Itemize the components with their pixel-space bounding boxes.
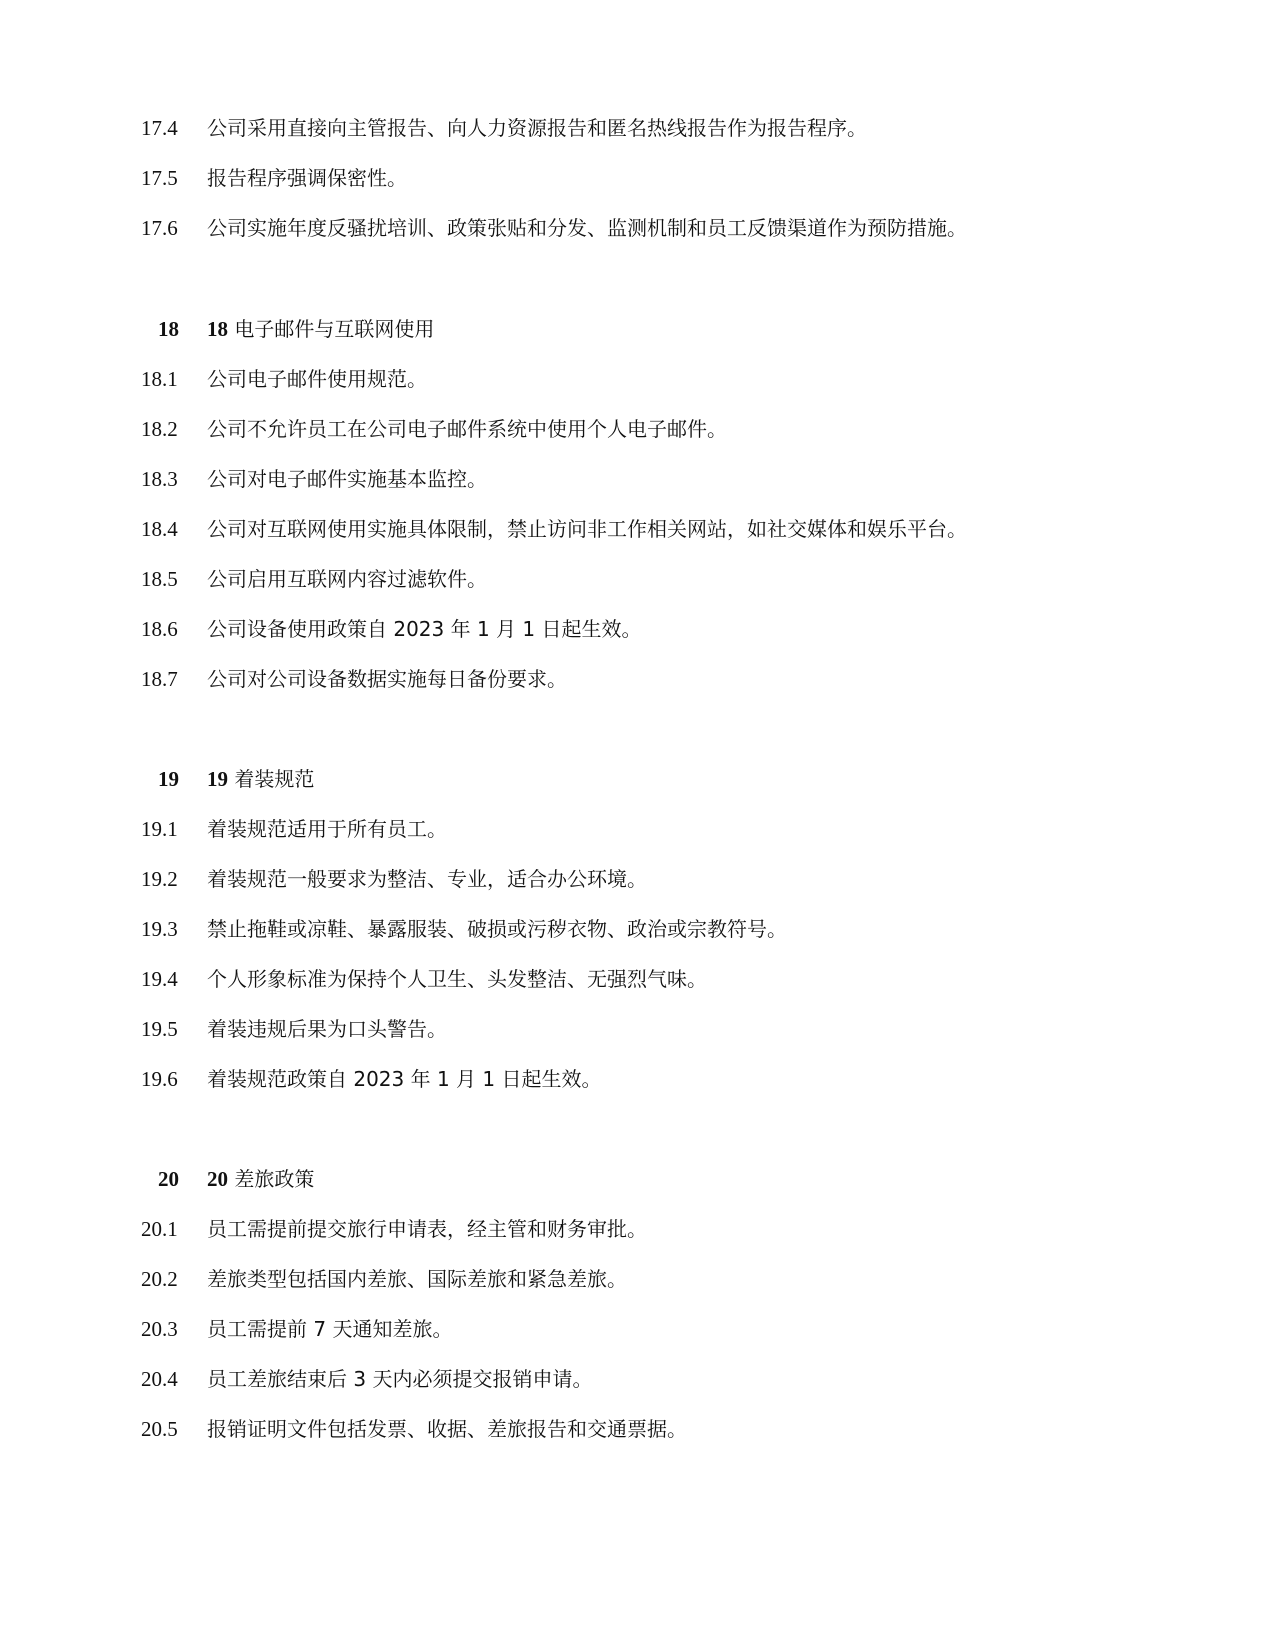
clause-18-1 [0,364,1275,394]
clause-text: 员工差旅结束后 3 天内必须提交报销申请。 [207,1367,593,1391]
clause-number: 20.4 [141,1367,178,1391]
clause-20-4 [0,1364,1275,1394]
clause-number: 17.4 [141,116,178,140]
clause-text: 公司实施年度反骚扰培训、政策张贴和分发、监测机制和员工反馈渠道作为预防措施。 [207,216,967,240]
clause-19-2 [0,864,1275,894]
clause-text: 公司对互联网使用实施具体限制，禁止访问非工作相关网站，如社交媒体和娱乐平台。 [207,517,967,541]
section-title-text: 电子邮件与互联网使用 [234,317,435,341]
clause-19-3 [0,914,1275,944]
clause-text: 着装规范适用于所有员工。 [207,817,447,841]
clause-17-6 [0,213,1275,243]
clause-text: 着装违规后果为口头警告。 [207,1017,447,1041]
section-inline-number: 18 [207,317,228,341]
clause-text: 差旅类型包括国内差旅、国际差旅和紧急差旅。 [207,1267,627,1291]
clause-17-5 [0,163,1275,193]
clause-number: 20.1 [141,1217,178,1241]
section-number: 20 [158,1167,179,1191]
clause-20-5 [0,1414,1275,1444]
clause-17-4 [0,113,1275,143]
clause-19-5 [0,1014,1275,1044]
clause-text: 公司采用直接向主管报告、向人力资源报告和匿名热线报告作为报告程序。 [207,116,867,140]
clause-18-6 [0,614,1275,644]
clause-19-6 [0,1064,1275,1094]
section-title [207,1164,314,1194]
clause-20-2 [0,1264,1275,1294]
clause-text: 个人形象标准为保持个人卫生、头发整洁、无强烈气味。 [207,967,707,991]
clause-20-1 [0,1214,1275,1244]
clause-text: 员工需提前 7 天通知差旅。 [207,1317,453,1341]
clause-number: 18.2 [141,417,178,441]
clause-19-4 [0,964,1275,994]
clause-number: 20.3 [141,1317,178,1341]
clause-18-5 [0,564,1275,594]
clause-text: 员工需提前提交旅行申请表，经主管和财务审批。 [207,1217,647,1241]
section-title [207,764,314,794]
clause-number: 19.2 [141,867,178,891]
section-heading-19 [0,764,1275,794]
clause-text: 报销证明文件包括发票、收据、差旅报告和交通票据。 [207,1417,687,1441]
clause-text: 公司对公司设备数据实施每日备份要求。 [207,667,567,691]
clause-number: 19.4 [141,967,178,991]
clause-number: 20.2 [141,1267,178,1291]
clause-text: 公司不允许员工在公司电子邮件系统中使用个人电子邮件。 [207,417,727,441]
clause-number: 19.6 [141,1067,178,1091]
clause-number: 17.6 [141,216,178,240]
section-number: 19 [158,767,179,791]
clause-text: 公司设备使用政策自 2023 年 1 月 1 日起生效。 [207,617,642,641]
clause-number: 19.5 [141,1017,178,1041]
section-inline-number: 20 [207,1167,228,1191]
clause-text: 报告程序强调保密性。 [207,166,407,190]
clause-18-4 [0,514,1275,544]
clause-number: 18.7 [141,667,178,691]
clause-text: 着装规范政策自 2023 年 1 月 1 日起生效。 [207,1067,602,1091]
section-heading-20 [0,1164,1275,1194]
clause-18-2 [0,414,1275,444]
clause-19-1 [0,814,1275,844]
clause-number: 18.6 [141,617,178,641]
clause-text: 着装规范一般要求为整洁、专业，适合办公环境。 [207,867,647,891]
section-title-text: 着装规范 [234,767,315,791]
section-heading-18 [0,314,1275,344]
section-title [207,314,434,344]
clause-number: 18.4 [141,517,178,541]
clause-text: 公司启用互联网内容过滤软件。 [207,567,487,591]
clause-text: 禁止拖鞋或凉鞋、暴露服装、破损或污秽衣物、政治或宗教符号。 [207,917,787,941]
clause-18-3 [0,464,1275,494]
clause-number: 18.3 [141,467,178,491]
clause-number: 19.1 [141,817,178,841]
clause-number: 18.1 [141,367,178,391]
clause-text: 公司对电子邮件实施基本监控。 [207,467,487,491]
section-number: 18 [158,317,179,341]
clause-number: 18.5 [141,567,178,591]
clause-number: 19.3 [141,917,178,941]
clause-text: 公司电子邮件使用规范。 [207,367,427,391]
clause-20-3 [0,1314,1275,1344]
clause-number: 20.5 [141,1417,178,1441]
section-inline-number: 19 [207,767,228,791]
clause-number: 17.5 [141,166,178,190]
section-title-text: 差旅政策 [234,1167,315,1191]
clause-18-7 [0,664,1275,694]
